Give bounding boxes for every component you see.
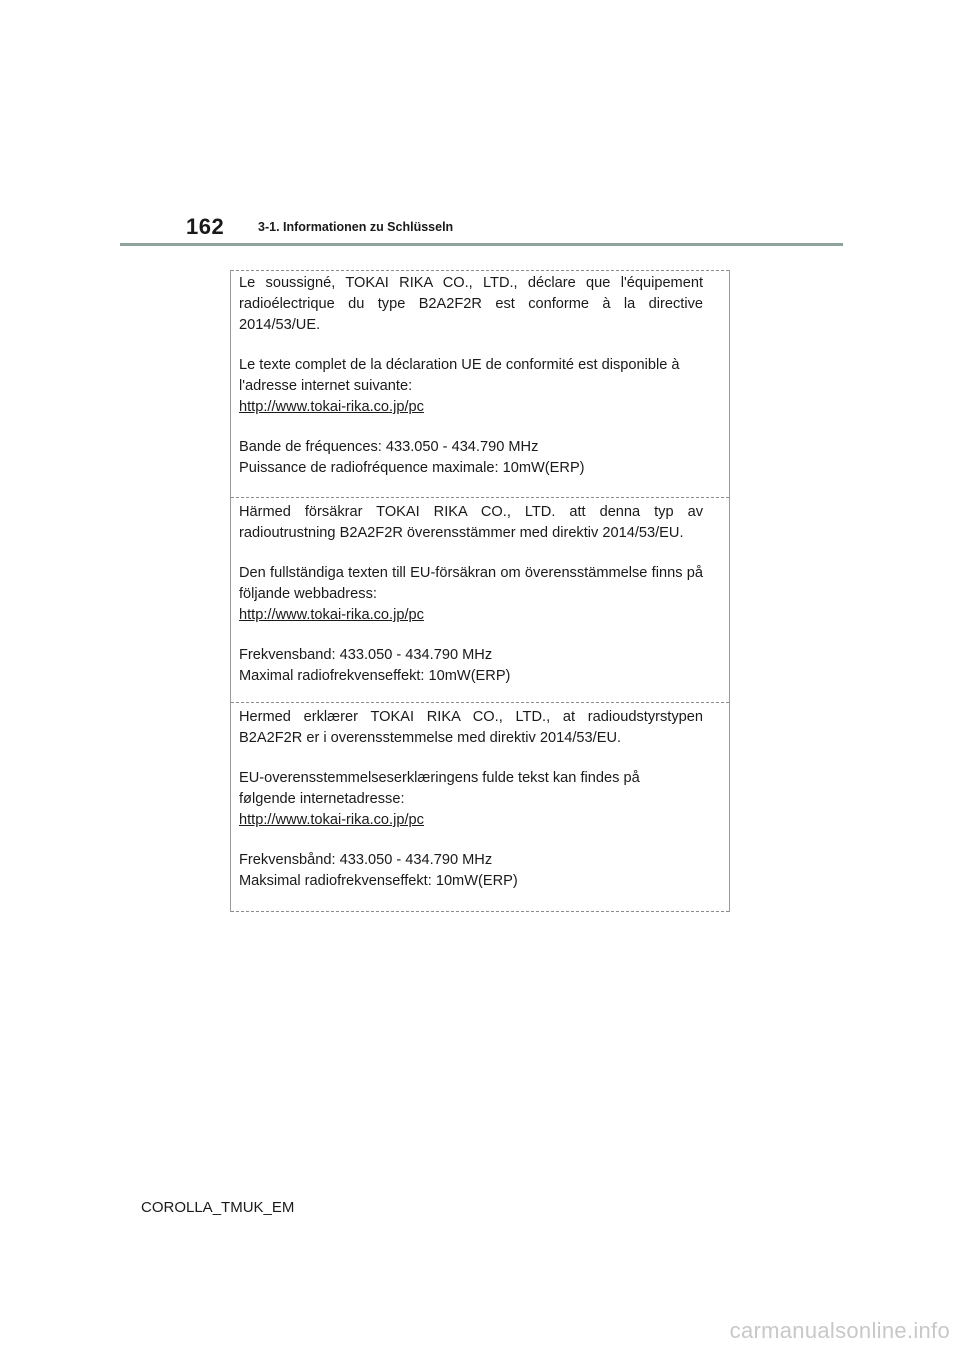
notice-swedish: [231, 497, 729, 702]
swedish-availability: Den fullständiga texten till EU-försäkran om överensstämmelse finns på följande webbadress:: [239, 565, 703, 602]
french-power: Puissance de radiofréquence maximale: 10mW(ERP): [239, 460, 585, 476]
watermark: carmanualsonline.info: [729, 1318, 950, 1343]
header-rule: [120, 243, 843, 246]
french-frequency: Bande de fréquences: 433.050 - 434.790 MHz: [239, 439, 539, 455]
danish-frequency: Frekvensbånd: 433.050 - 434.790 MHz: [239, 852, 493, 868]
notice-french: [231, 270, 729, 497]
french-url-link[interactable]: http://www.tokai-rika.co.jp/pc: [239, 399, 424, 415]
french-availability-line2: l'adresse internet suivante:: [239, 378, 413, 394]
danish-url-link[interactable]: http://www.tokai-rika.co.jp/pc: [239, 812, 424, 828]
danish-power: Maksimal radiofrekvenseffekt: 10mW(ERP): [239, 873, 518, 889]
page-number: 162: [186, 214, 225, 239]
swedish-power: Maximal radiofrekvenseffekt: 10mW(ERP): [239, 668, 511, 684]
danish-availability-line2: følgende internetadresse:: [239, 791, 405, 807]
french-availability-line1: Le texte complet de la déclaration UE de conformité est disponible à: [239, 357, 680, 373]
danish-declaration: Hermed erklærer TOKAI RIKA CO., LTD., at radioudstyrstypen B2A2F2R er i overensstemmelse med direktiv 2014/53/EU.: [239, 709, 703, 746]
swedish-url-link[interactable]: http://www.tokai-rika.co.jp/pc: [239, 607, 424, 623]
french-declaration: Le soussigné, TOKAI RIKA CO., LTD., déclare que l'équipement radioélectrique du type B2A2F2R est conforme à la directive 2014/53/UE.: [239, 275, 703, 333]
notice-danish: [231, 702, 729, 912]
danish-availability-line1: EU-overensstemmelseserklæringens fulde tekst kan findes på: [239, 770, 640, 786]
swedish-frequency: Frekvensband: 433.050 - 434.790 MHz: [239, 647, 493, 663]
swedish-declaration: Härmed försäkrar TOKAI RIKA CO., LTD. att denna typ av radioutrustning B2A2F2R överensstämmer med direktiv 2014/53/EU.: [239, 504, 703, 541]
notice-box: [230, 270, 730, 912]
footer-code: COROLLA_TMUK_EM: [141, 1199, 295, 1216]
section-title: 3-1. Informationen zu Schlüsseln: [258, 220, 454, 234]
